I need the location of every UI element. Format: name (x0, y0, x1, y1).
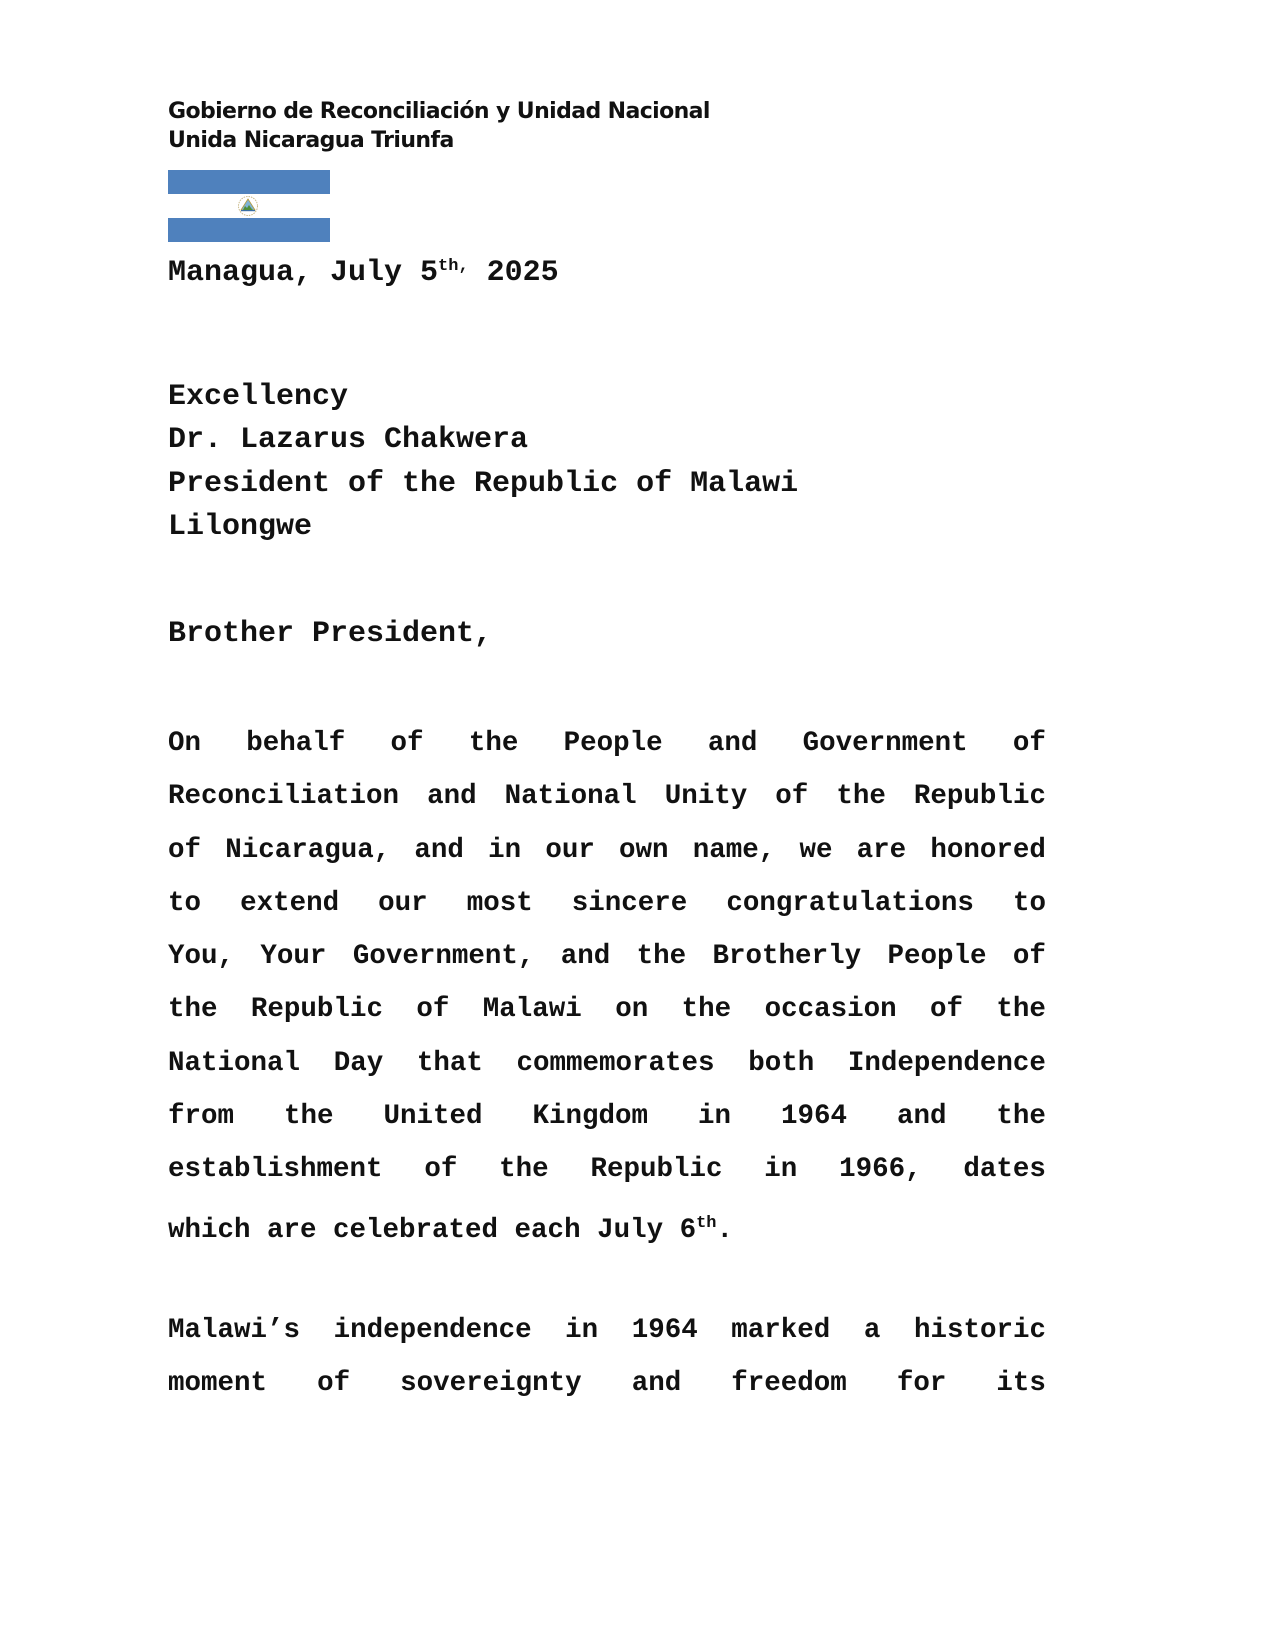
paragraph-line (168, 770, 1046, 823)
paragraph-line (168, 1090, 1046, 1143)
word: in (488, 834, 522, 866)
word: and (896, 1101, 947, 1133)
word: most (466, 887, 533, 919)
word: Government (802, 728, 968, 759)
word: of (1012, 941, 1046, 973)
word: freedom (731, 1368, 847, 1400)
letter-date (168, 256, 559, 290)
last-line-end: . (716, 1214, 734, 1246)
word: Unity (664, 781, 748, 813)
word: for (896, 1368, 947, 1400)
word: independence (333, 1315, 532, 1346)
paragraph-line (168, 1143, 1046, 1196)
recipient-name: Dr. Lazarus Chakwera (168, 423, 529, 457)
coat-of-arms-icon (235, 195, 261, 217)
word: we (799, 834, 833, 866)
word: and (707, 728, 758, 759)
word: sovereignty (400, 1368, 582, 1400)
word: honored (930, 834, 1046, 866)
word: of (317, 1368, 351, 1400)
word: Malawi (482, 994, 582, 1026)
date-year: 2025 (468, 256, 559, 290)
paragraph-line (168, 1037, 1046, 1090)
word: to (168, 887, 202, 919)
word: United (383, 1101, 483, 1133)
word: the (283, 1101, 334, 1133)
word: of (775, 781, 809, 813)
letterhead-government-name: Gobierno de Reconciliación y Unidad Nacional (168, 99, 710, 124)
recipient-position: President of the Republic of Malawi (168, 467, 799, 501)
word: both (748, 1047, 815, 1079)
word: Reconciliation (168, 781, 400, 813)
date-place: Managua, July 5 (168, 256, 439, 290)
word: name, (692, 834, 776, 866)
paragraph-line (168, 1304, 1046, 1357)
word: and (560, 941, 611, 973)
word: in (565, 1315, 599, 1346)
word: the (996, 1101, 1046, 1133)
word: commemorates (516, 1047, 715, 1079)
word: People (887, 941, 987, 973)
word: Nicaragua, (225, 834, 391, 866)
word: of (390, 728, 424, 759)
word: Republic (590, 1154, 723, 1186)
word: and (631, 1368, 682, 1400)
word: the (836, 781, 886, 813)
word: establishment (168, 1154, 383, 1186)
word: You, (168, 941, 235, 973)
word: sincere (571, 887, 688, 919)
word: People (563, 728, 663, 759)
nicaragua-flag-icon (168, 170, 330, 242)
paragraph-line (168, 983, 1046, 1036)
word: the (996, 994, 1046, 1026)
word: Malawi’s (168, 1315, 301, 1346)
word: its (996, 1368, 1046, 1400)
word: National (504, 781, 637, 813)
recipient-title: Excellency (168, 380, 349, 414)
greeting: Brother President, (168, 617, 493, 651)
word: Brotherly (712, 941, 862, 973)
word: 1966, (839, 1154, 922, 1186)
word: the (636, 941, 687, 973)
word: in (764, 1154, 798, 1186)
word: marked (731, 1315, 831, 1346)
word: of (168, 834, 202, 866)
recipient-city: Lilongwe (168, 510, 313, 544)
word: Republic (250, 994, 383, 1026)
word: dates (963, 1154, 1046, 1186)
word: and (427, 781, 477, 813)
word: occasion (764, 994, 897, 1026)
word: own (619, 834, 669, 866)
word: a (863, 1315, 881, 1346)
word: the (499, 1154, 549, 1186)
paragraph-line (168, 824, 1046, 877)
word: 1964 (631, 1315, 698, 1346)
word: our (545, 834, 595, 866)
word: to (1012, 887, 1046, 919)
body-paragraph-2 (168, 1304, 1046, 1411)
word: that (416, 1047, 483, 1079)
word: National (168, 1047, 301, 1079)
word: are (856, 834, 907, 866)
last-line-text: which are celebrated each July 6 (168, 1214, 697, 1246)
date-ordinal: th, (438, 257, 469, 276)
word: the (468, 728, 519, 759)
word: Day (333, 1047, 384, 1079)
word: in (697, 1101, 731, 1133)
word: Independence (847, 1047, 1046, 1079)
word: 1964 (780, 1101, 847, 1133)
paragraph-line (168, 877, 1046, 930)
paragraph-line (168, 930, 1046, 983)
word: and (414, 834, 464, 866)
word: on (615, 994, 649, 1026)
word: moment (168, 1368, 268, 1400)
word: of (1012, 728, 1046, 759)
word: of (930, 994, 964, 1026)
word: of (416, 994, 450, 1026)
word: Your (260, 941, 327, 973)
word: extend (240, 887, 340, 919)
word: from (168, 1101, 235, 1133)
paragraph-line (168, 1357, 1046, 1410)
ordinal-suffix: th (696, 1213, 717, 1233)
word: On (168, 728, 202, 759)
word: Government, (352, 941, 535, 973)
word: Kingdom (532, 1101, 648, 1133)
word: historic (913, 1315, 1046, 1346)
word: the (681, 994, 732, 1026)
body-paragraph-1 (168, 717, 1046, 1257)
paragraph-last-line (168, 1197, 1046, 1257)
word: the (168, 994, 218, 1026)
word: Republic (913, 781, 1046, 813)
word: congratulations (726, 887, 974, 919)
letterhead-slogan: Unida Nicaragua Triunfa (168, 128, 454, 153)
paragraph-line (168, 717, 1046, 770)
word: behalf (246, 728, 346, 759)
word: our (378, 887, 428, 919)
word: of (424, 1154, 458, 1186)
